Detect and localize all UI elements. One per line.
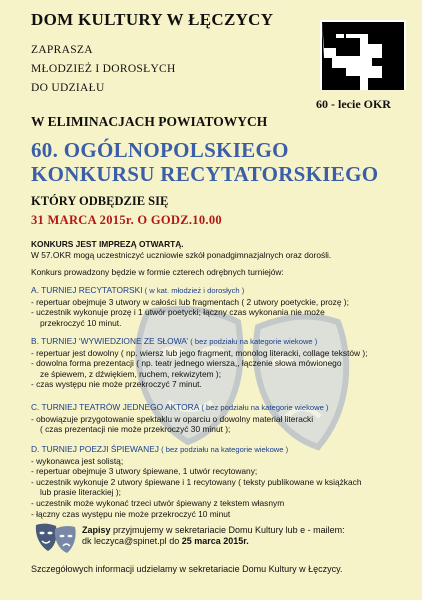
section-d <box>31 444 401 519</box>
section-b-line: ze śpiewem, z dźwiękiem, ruchem, rekwizytem ); <box>40 368 222 379</box>
section-a-line: - repertuar obejmuje 3 utwory w całości lub fragmentach ( 2 utwory poetyckie, prozę ); <box>31 296 349 307</box>
section-b-title: B. TURNIEJ ‘WYWIEDZIONE ZE SŁOWA’ ( bez podziału na kategorie wiekowe ) <box>31 336 318 346</box>
contest-name-line-2: KONKURSU RECYTATORSKIEGO <box>31 162 379 186</box>
section-d-line: - repertuar obejmuje 3 utwory śpiewane, 1 utwór recytowany; <box>31 466 258 477</box>
intro-line-2: MŁODZIEŻ I DOROSŁYCH <box>31 63 176 75</box>
section-a-line: przekroczyć 10 minut. <box>40 317 122 328</box>
registration-text: przyjmujemy w sekretariacie Domu Kultury lub e - mailem: <box>110 525 345 535</box>
section-d-line: - łączny czas występu nie może przekroczyć 10 minut <box>31 508 231 519</box>
org-title: DOM KULTURY W ŁĘCZYCY <box>31 10 274 29</box>
section-b-line: - dowolna forma prezentacji ( np. teatr jednego wiersza,, łączenie słowa mówionego <box>31 358 342 369</box>
section-b-line: - czas występu nie może przekroczyć 7 minut. <box>31 379 202 390</box>
intro-line-1: ZAPRASZA <box>31 44 93 56</box>
registration-email[interactable]: dk leczyca@spinet.pl <box>82 536 167 547</box>
section-d-line: - wykonawca jest solistą; <box>31 455 124 466</box>
section-d-title: D. TURNIEJ POEZJI ŚPIEWANEJ ( bez podziału na kategorie wiekowe ) <box>31 444 289 454</box>
section-d-line: - uczestnik wykonuje 2 utwory śpiewane i 1 recytowany ( teksty publikowane w książkach <box>31 476 362 487</box>
info-block <box>31 239 401 278</box>
section-c-title: C. TURNIEJ TEATRÓW JEDNEGO AKTORA ( bez podziału na kategorie wiekowe ) <box>31 402 329 412</box>
which-label: KTÓRY ODBĘDZIE SIĘ <box>31 194 169 208</box>
registration-label: Zapisy <box>82 525 111 535</box>
section-a <box>31 285 401 328</box>
section-d-line: - uczestnik może wykonać trzeci utwór śpiewany z tekstem własnym <box>31 497 285 508</box>
theater-masks-small-icon <box>33 521 79 555</box>
footer-info: Szczegółowych informacji udzielamy w sekretariacie Domu Kultury w Łęczycy. <box>31 564 343 574</box>
section-d-line: lub prasie literackiej ); <box>40 487 121 498</box>
section-a-line: - uczestnik wykonuje prozę i 1 utwór poetycki; łączny czas wykonania nie może <box>31 307 325 318</box>
contest-name-line-1: 60. OGÓLNOPOLSKIEGO <box>31 138 289 162</box>
section-c-line: ( czas prezentacji nie może przekroczyć 30 minut ); <box>40 424 231 435</box>
theater-mask-logo-icon <box>316 18 408 92</box>
open-desc: W 57.OKR mogą uczestniczyć uczniowie szkół ponadgimnazjalnych oraz dorośli. <box>31 249 332 260</box>
section-c <box>31 402 401 435</box>
intro-line-3: DO UDZIAŁU <box>31 82 105 94</box>
registration-info: Zapisy przyjmujemy w sekretariacie Domu Kultury lub e - mailem: dk leczyca@spinet.pl do 25 marca 2015r. <box>82 525 345 547</box>
section-a-title: A. TURNIEJ RECYTATORSKI ( w kat. młodzież i dorosłych ) <box>31 285 245 295</box>
format-desc: Konkurs prowadzony będzie w formie czterech odrębnych turniejów: <box>31 267 284 278</box>
section-b <box>31 336 401 390</box>
section-c-line: - obowiązuje przygotowanie spektaklu w oparciu o dowolny materiał literacki <box>31 413 314 424</box>
open-title: KONKURS JEST IMPREZĄ OTWARTĄ. <box>31 239 184 249</box>
registration-deadline: 25 marca 2015r. <box>181 536 249 547</box>
stage-title: W ELIMINACJACH POWIATOWYCH <box>31 114 268 129</box>
logo-caption: 60 - lecie OKR <box>316 97 391 111</box>
section-b-line: - repertuar jest dowolny ( np. wiersz lub jego fragment, monolog literacki, collage tekstów ); <box>31 347 368 358</box>
event-date: 31 MARCA 2015r. O GODZ.10.00 <box>31 213 222 227</box>
